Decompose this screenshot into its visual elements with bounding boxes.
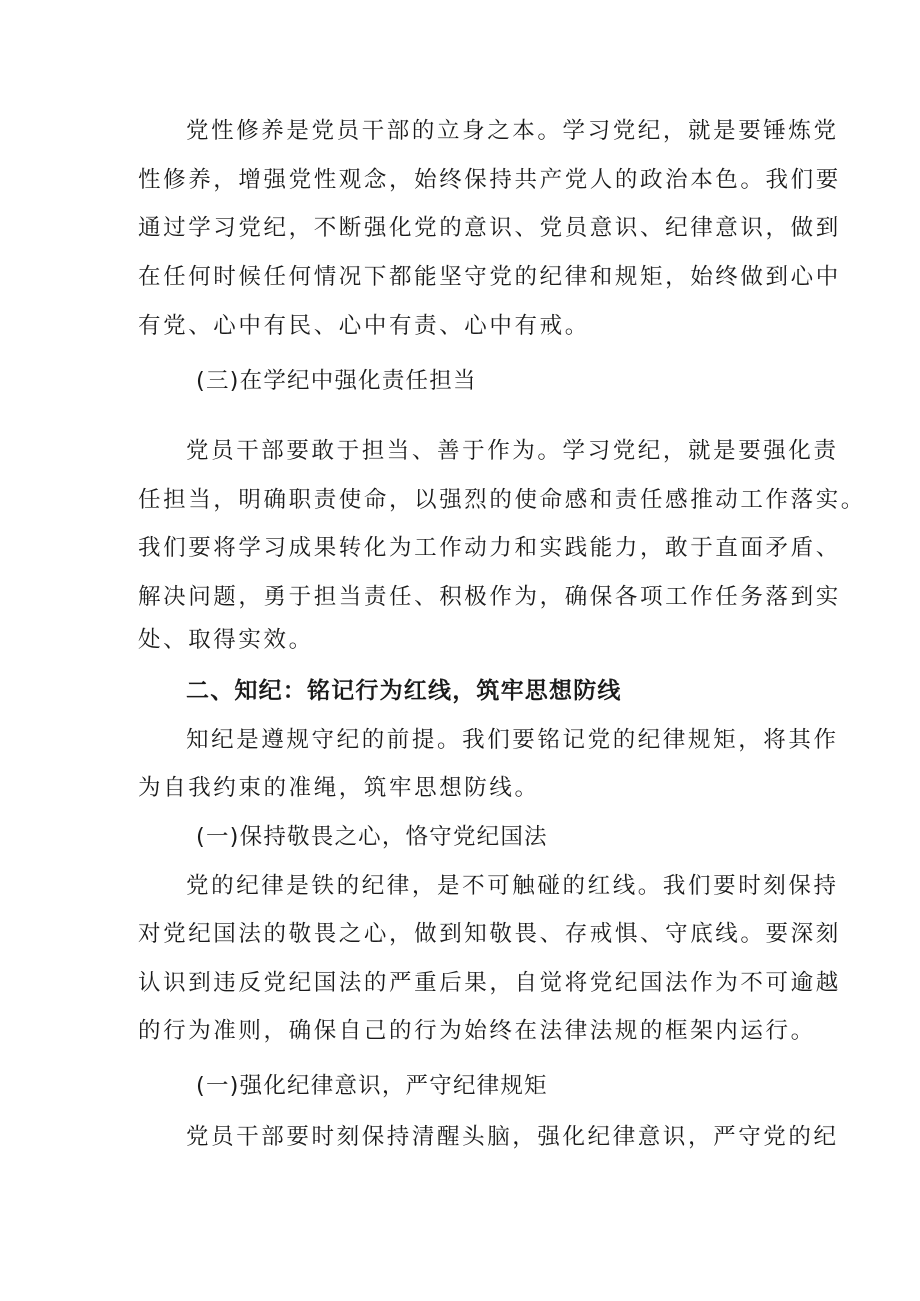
- paragraph-line: 有党、心中有民、心中有责、心中有戒。: [138, 313, 590, 339]
- paragraph-line: 认识到违反党纪国法的严重后果，自觉将党纪国法作为不可逾越: [138, 970, 841, 996]
- section-heading: (一)保持敬畏之心，恪守党纪国法: [196, 824, 548, 850]
- paragraph-line: 通过学习党纪，不断强化党的意识、党员意识、纪律意识，做到: [138, 215, 841, 241]
- section-heading: (一)强化纪律意识，严守纪律规矩: [196, 1073, 548, 1099]
- paragraph-line: 处、取得实效。: [138, 627, 314, 653]
- paragraph-line: 党员干部要敢于担当、善于作为。学习党纪，就是要强化责: [186, 438, 839, 464]
- paragraph-line: 我们要将学习成果转化为工作动力和实践能力，敢于直面矛盾、: [138, 535, 841, 561]
- paragraph-line: 党的纪律是铁的纪律，是不可触碰的红线。我们要时刻保持: [186, 873, 839, 899]
- paragraph-line: 党性修养是党员干部的立身之本。学习党纪，就是要锤炼党: [186, 118, 839, 144]
- paragraph-line: 的行为准则，确保自己的行为始终在法律法规的框架内运行。: [138, 1018, 816, 1044]
- paragraph-line: 性修养，增强党性观念，始终保持共产党人的政治本色。我们要: [138, 167, 841, 193]
- chapter-heading: 二、知纪：铭记行为红线，筑牢思想防线: [186, 678, 622, 704]
- paragraph-line: 为自我约束的准绳，筑牢思想防线。: [138, 775, 540, 801]
- paragraph-line: 在任何时候任何情况下都能坚守党的纪律和规矩，始终做到心中: [138, 264, 841, 290]
- paragraph-line: 对党纪国法的敬畏之心，做到知敬畏、存戒惧、守底线。要深刻: [138, 921, 841, 947]
- paragraph-line: 任担当，明确职责使命，以强烈的使命感和责任感推动工作落实。: [138, 487, 866, 513]
- paragraph-line: 解决问题，勇于担当责任、积极作为，确保各项工作任务落到实: [138, 584, 841, 610]
- paragraph-line: 知纪是遵规守纪的前提。我们要铭记党的纪律规矩，将其作: [186, 727, 839, 753]
- paragraph-line: 党员干部要时刻保持清醒头脑，强化纪律意识，严守党的纪: [186, 1124, 839, 1150]
- section-heading: (三)在学纪中强化责任担当: [196, 368, 477, 394]
